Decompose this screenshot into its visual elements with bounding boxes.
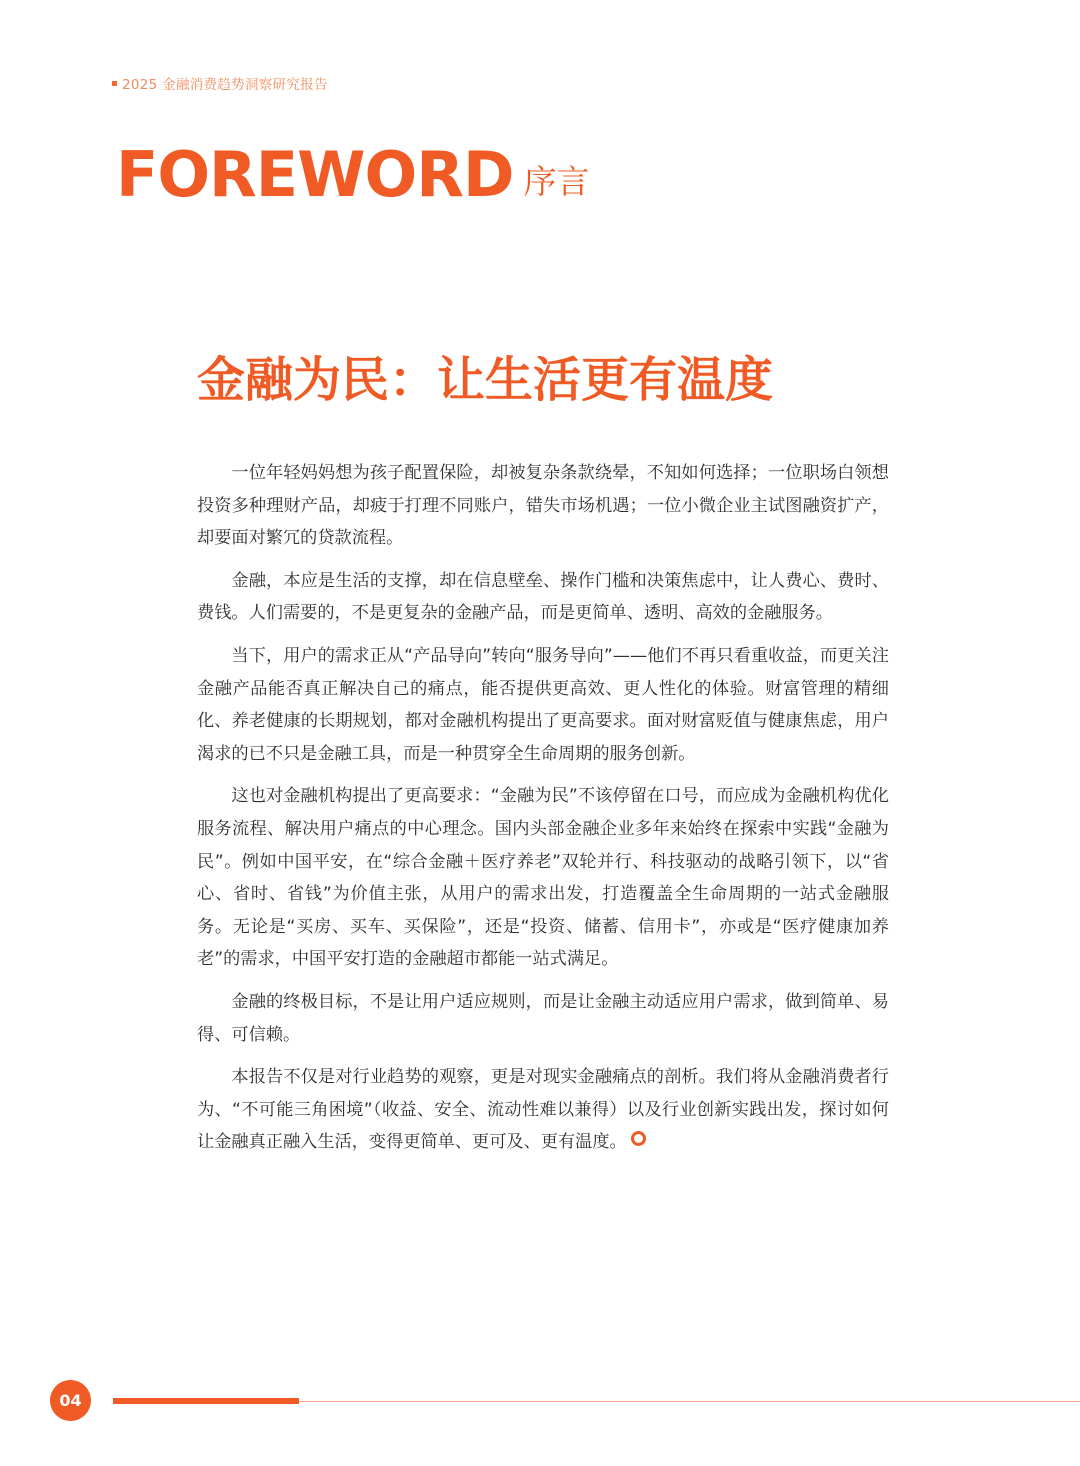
report-header [112,74,328,92]
page-number-badge [50,1380,91,1421]
paragraph-last [197,1061,889,1159]
paragraph: 这也对金融机构提出了更高要求：“金融为民”不该停留在口号，而应成为金融机构优化服务流程、解决用户痛点的中心理念。国内头部金融企业多年来始终在探索中实践“金融为民”。例如中国平安，在“综合金融＋医疗养老”双轮并行、科技驱动的战略引领下，以“省心、省时、省钱”为价值主张，从用户的需求出发，打造覆盖全生命周期的一站式金融服务。无论是“买房、买车、买保险”，还是“投资、储蓄、信用卡”，亦或是“医疗健康加养老”的需求，中国平安打造的金融超市都能一站式满足。 [197,786,889,970]
paragraph: 金融的终极目标，不是让用户适应规则，而是让金融主动适应用户需求，做到简单、易得、可信赖。 [197,991,889,1045]
body-text [197,457,889,1169]
title-chinese: 序言 [523,162,590,201]
page-number: 04 [59,1391,82,1410]
headline: 金融为民：让生活更有温度 [197,352,774,408]
paragraph: 金融，本应是生活的支撑，却在信息壁垒、操作门槛和决策焦虑中，让人费心、费时、费钱。人们需要的，不是更复杂的金融产品，而是更简单、透明、高效的金融服务。 [197,570,889,624]
paragraph-last-text: 本报告不仅是对行业趋势的观察，更是对现实金融痛点的剖析。我们将从金融消费者行为、“不可能三角困境”（收益、安全、流动性难以兼得）以及行业创新实践出发，探讨如何让金融真正融入生活，变得更简单、更可及、更有温度。 [197,1067,889,1153]
paragraph: 当下，用户的需求正从“产品导向”转向“服务导向”——他们不再只看重收益，而更关注金融产品能否真正解决自己的痛点，能否提供更高效、更人性化的体验。财富管理的精细化、养老健康的长期规划，都对金融机构提出了更高要求。面对财富贬值与健康焦虑，用户渴求的已不只是金融工具，而是一种贯穿全生命周期的服务创新。 [197,645,889,764]
ring-icon [631,1131,646,1146]
footer-accent-bar [113,1398,299,1404]
square-icon [112,81,117,86]
title-english: FOREWORD [116,138,514,211]
paragraph: 一位年轻妈妈想为孩子配置保险，却被复杂条款绕晕，不知如何选择；一位职场白领想投资多种理财产品，却疲于打理不同账户，错失市场机遇；一位小微企业主试图融资扩产，却要面对繁冗的贷款流程。 [197,463,889,549]
report-title: 2025 金融消费趋势洞察研究报告 [122,77,328,93]
section-title [116,138,590,211]
